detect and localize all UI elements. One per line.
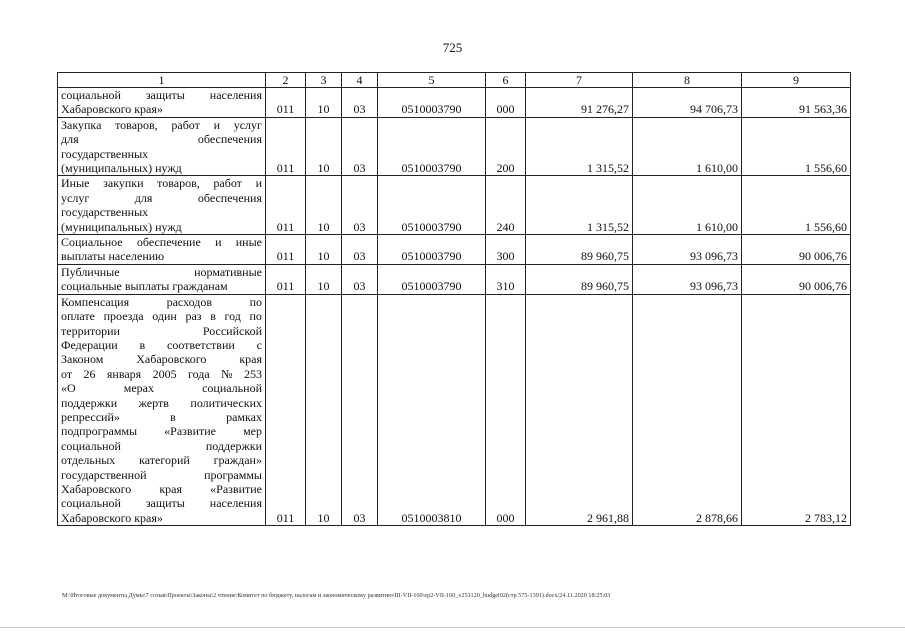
description-word: услуг [233,117,262,132]
amount-cell-9: 2 783,12 [742,294,851,526]
expense-type-cell: 000 [486,88,526,118]
code-cell: 011 [266,264,306,294]
description-word: края [159,481,183,496]
description-word: товаров, [157,176,200,191]
description-word: обеспечения [197,190,262,205]
description-word: оплате [61,309,95,324]
target-article-cell: 0510003790 [378,264,486,294]
description-word: года [188,366,210,381]
description-word: с [256,337,262,352]
expense-type-cell: 200 [486,117,526,176]
description-line [61,338,262,352]
description-word: услуг [61,190,90,205]
description-line [61,352,262,366]
amount-cell-8: 94 706,73 [633,88,742,118]
description-cell [58,235,266,265]
description-line [61,295,262,309]
code-cell: 011 [266,294,306,526]
description-word: «Развитие [210,481,262,496]
description-word: обеспечения [197,132,262,147]
description-word: жертв [138,395,169,410]
description-word: защиты [145,88,185,102]
col-header-2: 2 [266,73,306,88]
description-word: категорий [139,453,190,468]
expense-type-cell: 310 [486,264,526,294]
subsection-cell: 03 [342,235,378,265]
description-word: программы [204,467,262,482]
amount-cell-7: 1 315,52 [526,117,633,176]
description-word: Социальное [61,235,123,250]
description-word: социальной [202,381,262,396]
description-word: соответствии [167,337,235,352]
col-header-8: 8 [633,73,742,88]
description-word: в [210,309,216,324]
subsection-cell: 03 [342,294,378,526]
col-header-1: 1 [58,73,266,88]
subsection-cell: 03 [342,117,378,176]
description-word: один [152,309,177,324]
description-line: (муниципальных) нужд [61,161,182,176]
target-article-cell: 0510003790 [378,88,486,118]
description-line [61,191,262,205]
description-word: расходов [166,294,213,309]
col-header-7: 7 [526,73,633,88]
description-word: товаров, [115,117,158,132]
description-word: мер [243,424,262,439]
description-word: 26 [83,366,96,381]
amount-cell-8: 1 610,00 [633,176,742,235]
description-word: и [215,235,222,250]
description-line [61,482,262,496]
description-line [61,424,262,438]
description-word: социальной [61,496,121,511]
header-row [58,73,851,88]
section-cell: 10 [306,235,342,265]
description-word: края [239,352,262,367]
description-word: рамках [226,409,262,424]
description-word: работ [213,176,242,191]
description-word: № [221,366,233,381]
table-row [58,117,851,176]
description-line [61,468,262,482]
description-word: от [61,366,73,381]
subsection-cell: 03 [342,264,378,294]
footer-file-path: M:\Итоговые документы Думы\7 созыв\Проекты\Законы\2 чтение\Комитет по бюджету, налогам и экономическому развитию\III-VII-160\ep2-VII-160_v251120_budget02(стр 575-1391).docx/24.11.2020 18:25:03 [62,592,611,599]
amount-cell-8: 2 878,66 [633,294,742,526]
description-word: и [213,117,221,132]
description-word: «Развитие [164,424,216,439]
section-cell: 10 [306,264,342,294]
description-word: отдельных [61,453,116,468]
description-word: год [224,309,241,324]
description-word: Иные [61,176,90,191]
description-line [61,176,262,190]
section-cell: 10 [306,294,342,526]
code-cell: 011 [266,88,306,118]
description-line [61,132,262,146]
description-word: социальной [61,88,121,102]
col-header-9: 9 [742,73,851,88]
description-line: государственных [61,205,149,220]
description-word: Законом [61,352,104,367]
table-row [58,294,851,526]
description-word: населения [209,88,262,102]
description-word: государственной [61,467,147,482]
description-word: Закупка [61,117,102,132]
description-word: граждан» [213,453,262,468]
description-word: работ [171,117,200,132]
description-word: защиты [145,496,185,511]
description-word: раз [185,309,202,324]
description-word: «О [61,381,76,396]
amount-cell-7: 89 960,75 [526,264,633,294]
description-line: Хабаровского края» [61,510,163,525]
description-cell [58,117,266,176]
description-line [61,410,262,424]
amount-cell-9: 1 556,60 [742,117,851,176]
budget-table [57,72,851,526]
amount-cell-8: 93 096,73 [633,235,742,265]
description-line [61,324,262,338]
expense-type-cell: 300 [486,235,526,265]
table-row [58,176,851,235]
target-article-cell: 0510003790 [378,117,486,176]
expense-type-cell: 240 [486,176,526,235]
description-word: обеспечение [136,235,201,250]
description-line [61,309,262,323]
amount-cell-9: 90 006,76 [742,264,851,294]
description-line [61,396,262,410]
amount-cell-8: 93 096,73 [633,264,742,294]
description-word: по [249,294,262,309]
description-line [61,453,262,467]
amount-cell-9: 1 556,60 [742,176,851,235]
amount-cell-9: 91 563,36 [742,88,851,118]
amount-cell-7: 89 960,75 [526,235,633,265]
description-word: Хабаровского [61,481,132,496]
description-word: 2005 [152,366,177,381]
bottom-rule [0,627,905,628]
page-number: 725 [442,40,463,55]
description-word: 253 [244,366,262,381]
target-article-cell: 0510003790 [378,235,486,265]
amount-cell-7: 2 961,88 [526,294,633,526]
description-word: иные [235,235,262,250]
col-header-3: 3 [306,73,342,88]
section-cell: 10 [306,117,342,176]
table-row [58,264,851,294]
amount-cell-7: 91 276,27 [526,88,633,118]
description-word: и [255,176,262,191]
description-word: политических [190,395,262,410]
description-cell [58,264,266,294]
amount-cell-9: 90 006,76 [742,235,851,265]
description-word: Публичные [61,264,120,279]
amount-cell-7: 1 315,52 [526,176,633,235]
col-header-6: 6 [486,73,526,88]
col-header-5: 5 [378,73,486,88]
subsection-cell: 03 [342,176,378,235]
description-line [61,381,262,395]
description-word: мерах [123,381,154,396]
col-header-4: 4 [342,73,378,88]
description-line [61,496,262,510]
description-line: социальные выплаты гражданам [61,279,228,294]
description-word: Российской [202,323,262,338]
target-article-cell: 0510003790 [378,176,486,235]
description-line [61,265,262,279]
description-word: поддержки [61,395,118,410]
description-word: территории [61,323,120,338]
description-line [61,118,262,132]
table-row [58,88,851,118]
description-word: в [170,409,176,424]
amount-cell-8: 1 610,00 [633,117,742,176]
section-cell: 10 [306,88,342,118]
description-word: закупки [103,176,144,191]
description-word: для [61,132,79,147]
description-word: по [249,309,262,324]
target-article-cell: 0510003810 [378,294,486,526]
table-row [58,235,851,265]
description-cell [58,88,266,118]
description-cell [58,294,266,526]
description-line [61,367,262,381]
description-line [61,235,262,249]
code-cell: 011 [266,176,306,235]
description-word: проезда [103,309,144,324]
description-line [61,439,262,453]
description-cell [58,176,266,235]
code-cell: 011 [266,117,306,176]
description-word: Федерации [61,337,118,352]
expense-type-cell: 000 [486,294,526,526]
description-line: государственных [61,146,149,161]
code-cell: 011 [266,235,306,265]
description-word: января [106,366,142,381]
description-line: (муниципальных) нужд [61,219,182,234]
description-word: нормативные [194,264,262,279]
description-word: репрессий» [61,409,120,424]
description-line: Хабаровского края» [61,102,163,117]
subsection-cell: 03 [342,88,378,118]
description-line [61,88,262,102]
description-word: Хабаровского [136,352,207,367]
description-line: выплаты населению [61,249,165,264]
description-word: в [139,337,146,352]
description-word: населения [209,496,262,511]
description-word: поддержки [205,438,262,453]
description-word: подпрограммы [61,424,138,439]
description-word: для [134,190,153,205]
section-cell: 10 [306,176,342,235]
description-word: социальной [61,438,121,453]
description-word: Компенсация [61,294,130,309]
